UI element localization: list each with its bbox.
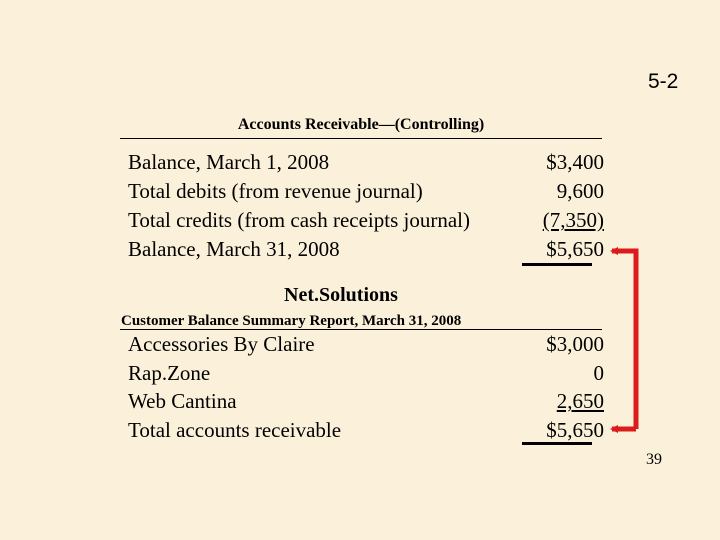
customer-row-label: Rap.Zone bbox=[128, 361, 211, 385]
customer-row-label: Web Cantina bbox=[128, 389, 237, 413]
company-name: Net.Solutions bbox=[284, 284, 398, 306]
controlling-account-title: Accounts Receivable—(Controlling) bbox=[237, 116, 485, 133]
customer-row-amount: 0 bbox=[593, 361, 604, 385]
ar-row-label: Total credits (from cash receipts journal) bbox=[128, 208, 470, 232]
report-title: Customer Balance Summary Report, March 31, 2008 bbox=[121, 313, 462, 329]
slide-number: 5-2 bbox=[648, 70, 679, 93]
total-row-label: Total accounts receivable bbox=[128, 418, 342, 442]
ar-row-label: Total debits (from revenue journal) bbox=[128, 179, 423, 203]
ar-balance-amount: $5,650 bbox=[546, 237, 604, 261]
page-number: 39 bbox=[646, 451, 662, 468]
total-amount: $5,650 bbox=[546, 418, 604, 442]
customer-row-label: Accessories By Claire bbox=[128, 332, 315, 356]
ar-row-amount: $3,400 bbox=[546, 150, 604, 174]
ar-row-amount: 9,600 bbox=[556, 179, 604, 203]
ar-row-label: Balance, March 1, 2008 bbox=[128, 150, 330, 174]
customer-row-amount: $3,000 bbox=[546, 332, 604, 356]
ar-row-amount: (7,350) bbox=[542, 208, 604, 232]
ar-row-label: Balance, March 31, 2008 bbox=[128, 237, 340, 261]
customer-row-amount: 2,650 bbox=[556, 389, 604, 413]
